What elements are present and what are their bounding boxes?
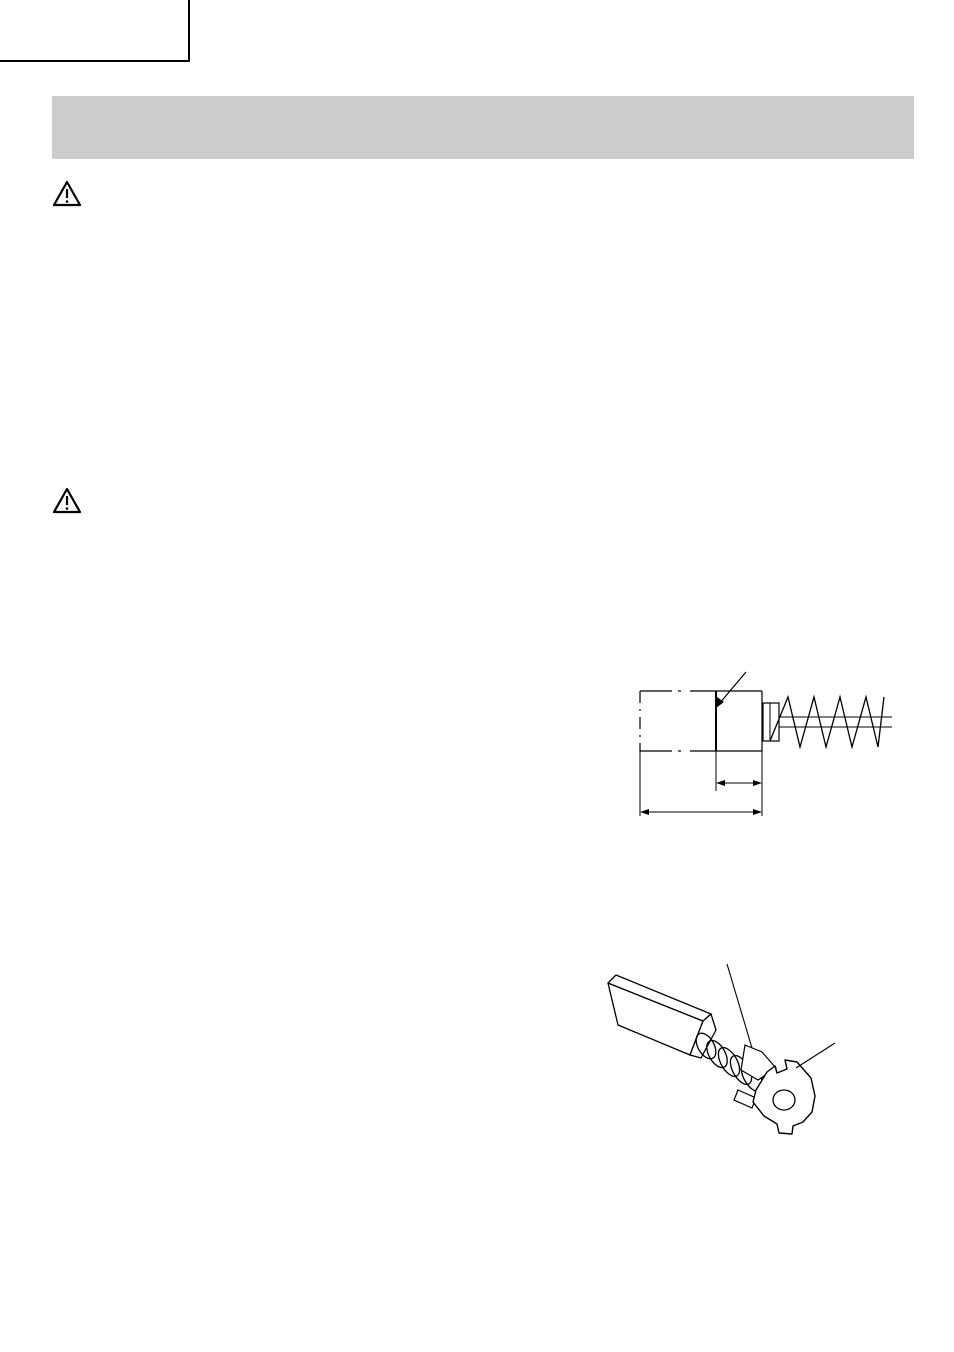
page-tab-box: [0, 0, 190, 62]
warning-triangle-icon: [52, 180, 82, 207]
warning-triangle-icon: [52, 487, 82, 514]
carbon-brush-wear-limit-diagram: [630, 665, 900, 825]
section-header-bar: [52, 96, 914, 159]
carbon-brush-assembly-illustration: [600, 955, 845, 1140]
